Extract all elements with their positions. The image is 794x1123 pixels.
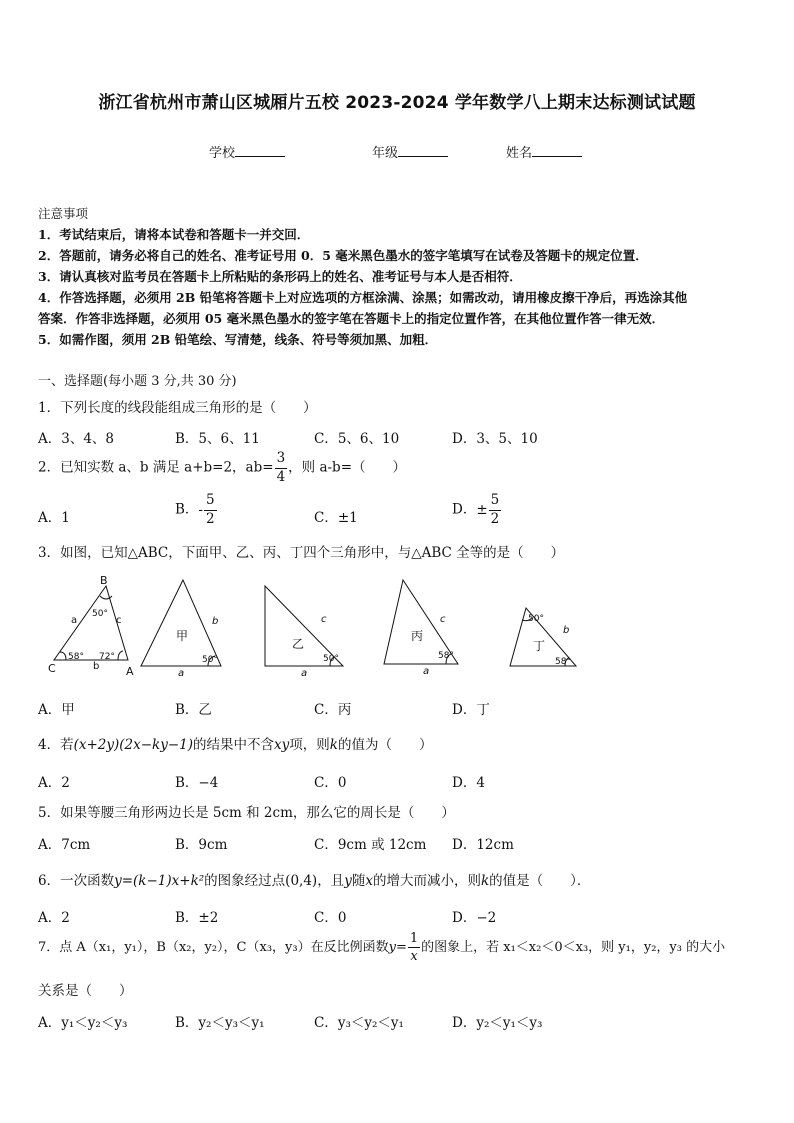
q6-option-c[interactable]: C．0 <box>314 910 347 926</box>
q6-point: (0,4) <box>285 873 318 889</box>
question-6-stem <box>38 869 590 889</box>
q7-option-c[interactable]: C．y₃＜y₂＜y₁ <box>314 1015 404 1031</box>
bing-side-a: a <box>423 666 430 677</box>
q2-option-d[interactable] <box>452 494 502 526</box>
q3-option-c[interactable]: C．丙 <box>314 702 352 718</box>
page-title: 浙江省杭州市萧山区城厢片五校 2023-2024 学年数学八上期末达标测试试题 <box>98 93 696 113</box>
question-4-stem <box>38 733 432 753</box>
q6-stem-d: 随 <box>351 873 366 889</box>
yi-name: 乙 <box>292 637 305 651</box>
jia-side-a: a <box>178 668 185 679</box>
q2-stem-a: 2．已知实数 a、b 满足 a+b=2，ab= <box>38 459 274 476</box>
q2-num: 3 <box>275 452 288 469</box>
school-blank[interactable] <box>235 144 285 157</box>
abc-side-a: a <box>71 615 78 626</box>
triangle-abc-labels <box>48 574 134 678</box>
notice-item: 2．答题前，请务必将自己的姓名、准考证号用 0．5 毫米黑色墨水的签字笔填写在试卷及答题卡的规定位置． <box>38 248 648 263</box>
q4-k: k <box>329 737 338 753</box>
q4-option-b[interactable]: B．−4 <box>175 775 219 791</box>
q2-option-c[interactable]: C．±1 <box>314 510 358 526</box>
q2-fraction <box>275 452 288 484</box>
q7-option-b[interactable]: B．y₂＜y₃＜y₁ <box>175 1015 265 1031</box>
question-7-stem-cont: 关系是（ ） <box>38 983 133 999</box>
q4-xy: xy <box>274 737 290 753</box>
q1-option-a[interactable]: A．3、4、8 <box>38 431 115 447</box>
abc-side-c: c <box>116 615 122 626</box>
q2-den: 4 <box>276 468 286 485</box>
abc-angle-C: 58° <box>68 652 84 662</box>
q5-option-c[interactable]: C．9cm 或 12cm <box>314 837 427 853</box>
q7-option-d[interactable]: D．y₂＜y₁＜y₃ <box>452 1015 543 1031</box>
q2-option-b-sign: - <box>198 502 203 518</box>
q5-option-a[interactable]: A．7cm <box>38 837 91 853</box>
q3-option-d[interactable]: D．丁 <box>452 702 490 718</box>
q2-option-d-label: D． <box>452 501 477 518</box>
notice-item: 4．作答选择题，必须用 2B 铅笔将答题卡上对应选项的方框涂满、涂黑；如需改动，请用橡皮擦干净后，再选涂其他 <box>38 290 688 305</box>
yi-side-a: a <box>301 668 308 679</box>
abc-side-b: b <box>93 661 100 672</box>
q5-option-d[interactable]: D．12cm <box>452 837 514 853</box>
q2-stem-b: ，则 a-b=（ ） <box>288 459 407 476</box>
ding-side-b: b <box>563 625 570 636</box>
question-2-stem <box>38 452 406 484</box>
q3-option-a[interactable]: A．甲 <box>38 702 75 718</box>
notice-heading: 注意事项 <box>38 206 89 221</box>
q6-option-a[interactable]: A．2 <box>38 910 70 926</box>
q6-option-d[interactable]: D．−2 <box>452 910 497 926</box>
q6-k: k <box>480 873 490 889</box>
q4-stem-a: 4．若 <box>38 737 74 753</box>
jia-angle: 50° <box>202 655 218 665</box>
yi-side-c: c <box>321 614 327 625</box>
yi-angle: 50° <box>323 654 339 664</box>
q4-stem-b: 的结果中不含 <box>193 737 275 753</box>
triangle-bing-labels <box>411 614 454 677</box>
q7-fraction <box>408 932 420 963</box>
q2-option-b-den: 2 <box>205 510 215 527</box>
triangle-jia-labels <box>176 616 218 679</box>
school-field[interactable] <box>209 142 285 161</box>
triangle-ding-labels <box>528 614 571 667</box>
q2-option-b-label: B． <box>175 501 199 518</box>
q4-option-a[interactable]: A．2 <box>38 775 70 791</box>
triangle-jia <box>141 580 221 666</box>
question-1-stem: 1．下列长度的线段能组成三角形的是（ ） <box>38 400 317 416</box>
notice-item: 3．请认真核对监考员在答题卡上所粘贴的条形码上的姓名、准考证号与本人是否相符． <box>38 269 522 284</box>
grade-blank[interactable] <box>398 144 448 157</box>
q2-option-d-num: 5 <box>489 494 502 511</box>
q7-y: y= <box>388 940 407 955</box>
q6-expression: y=(k−1)x+k² <box>114 873 205 889</box>
q2-option-a[interactable]: A．1 <box>38 510 70 526</box>
ding-angle-2: 58° <box>555 657 571 667</box>
q3-figure <box>38 572 598 680</box>
q2-option-d-den: 2 <box>490 510 500 527</box>
q4-stem-c: 项，则 <box>289 737 330 753</box>
q4-expression: (x+2y)(2x−ky−1) <box>73 737 194 753</box>
triangle-yi-labels <box>292 614 339 679</box>
q1-option-b[interactable]: B．5、6、11 <box>175 431 260 447</box>
q7-num: 1 <box>409 931 419 946</box>
q6-x: x <box>365 873 373 889</box>
q6-stem-b: 的图象经过点 <box>204 873 286 889</box>
q7-stem-b: 的图象上，若 x₁＜x₂＜0＜x₃，则 y₁，y₂，y₃ 的大小 <box>421 940 726 955</box>
q6-stem-f: 的值是（ ）． <box>489 873 591 889</box>
question-3-stem: 3．如图，已知△ABC，下面甲、乙、丙、丁四个三角形中，与△ABC 全等的是（ ） <box>38 545 565 561</box>
q1-option-d[interactable]: D．3、5、10 <box>452 431 538 447</box>
abc-label-C: C <box>48 662 56 675</box>
notice-item: 1．考试结束后，请将本试卷和答题卡一并交回． <box>38 227 310 242</box>
q2-option-b-num: 5 <box>204 494 217 511</box>
q7-option-a[interactable]: A．y₁＜y₂＜y₃ <box>38 1015 128 1031</box>
grade-field[interactable] <box>372 142 448 161</box>
q7-den: x <box>410 949 418 964</box>
abc-angle-A: 72° <box>99 652 115 662</box>
abc-angle-B: 50° <box>92 609 108 619</box>
q6-option-b[interactable]: B．±2 <box>175 910 219 926</box>
ding-name: 丁 <box>533 639 546 653</box>
q2-option-d-sign: ± <box>476 502 488 518</box>
q5-option-b[interactable]: B．9cm <box>175 837 228 853</box>
notice-item: 答案．作答非选择题，必须用 05 毫米黑色墨水的签字笔在答题卡上的指定位置作答，在其他位置作答一律无效． <box>38 311 665 326</box>
abc-label-A: A <box>126 665 134 678</box>
ding-angle-1: 50° <box>528 614 544 624</box>
q7-stem-a: 7．点 A（x₁，y₁），B（x₂，y₂），C（x₃，y₃）在反比例函数 <box>38 940 389 955</box>
q6-stem-e: 的增大而减小，则 <box>372 873 481 889</box>
q6-stem-a: 6．一次函数 <box>38 873 115 889</box>
bing-side-c: c <box>440 614 446 625</box>
q4-option-c[interactable]: C．0 <box>314 775 347 791</box>
bing-name: 丙 <box>411 629 424 643</box>
q2-option-b[interactable] <box>175 494 218 526</box>
q3-option-b[interactable]: B．乙 <box>175 702 212 718</box>
q1-option-c[interactable]: C．5、6、10 <box>314 431 400 447</box>
bing-angle: 58° <box>438 651 454 661</box>
jia-side-b: b <box>212 616 219 627</box>
jia-name: 甲 <box>176 629 189 643</box>
question-7-stem <box>38 932 725 963</box>
question-5-stem: 5．如果等腰三角形两边长是 5cm 和 2cm，那么它的周长是（ ） <box>38 805 455 821</box>
name-field[interactable] <box>506 142 582 161</box>
notice-item: 5．如需作图，须用 2B 铅笔绘、写清楚，线条、符号等须加黑、加粗． <box>38 332 438 347</box>
grade-label: 年级 <box>372 146 399 161</box>
school-label: 学校 <box>209 146 236 161</box>
abc-label-B: B <box>100 574 108 587</box>
q4-stem-d: 的值为（ ） <box>337 737 433 753</box>
q4-option-d[interactable]: D．4 <box>452 775 485 791</box>
q6-stem-c: ，且 <box>317 873 345 889</box>
section-heading: 一、选择题(每小题 3 分,共 30 分) <box>38 374 237 389</box>
name-label: 姓名 <box>506 146 533 161</box>
name-blank[interactable] <box>532 144 582 157</box>
q6-y: y <box>344 873 352 889</box>
